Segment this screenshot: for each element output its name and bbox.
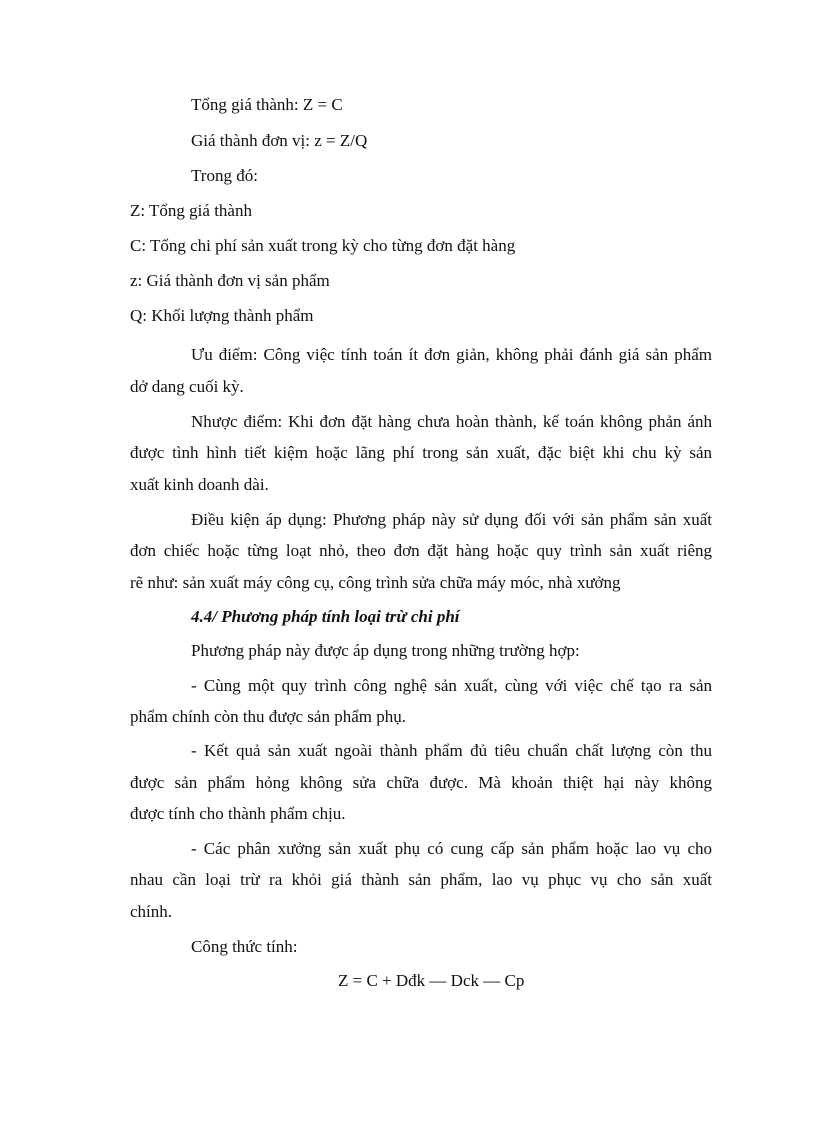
section-heading: 4.4/ Phương pháp tính loại trừ chi phí (191, 607, 460, 626)
advantage-line-1: Ưu điểm: Công việc tính toán ít đơn giản, không phải đánh giá sản phẩm (191, 345, 712, 364)
cost-formula: Z = C + Dđk — Dck — Cp (338, 971, 525, 990)
intro-line: Phương pháp này được áp dụng trong những trường hợp: (191, 641, 580, 660)
definition-z-unit: z: Giá thành đơn vị sản phẩm (130, 271, 330, 290)
condition-line-2: đơn chiếc hoặc từng loạt nhỏ, theo đơn đặt hàng hoặc quy trình sản xuất riêng (130, 541, 712, 560)
case3-line-3: chính. (130, 902, 173, 921)
case2-line-2: được sản phẩm hỏng không sửa chữa được. Mà khoản thiệt hại này không (130, 773, 712, 792)
case3-line-2: nhau cần loại trừ ra khỏi giá thành sản phẩm, lao vụ phục vụ cho sản xuất (130, 870, 712, 889)
definition-z-total: Z: Tổng giá thành (130, 201, 252, 220)
definition-c: C: Tổng chi phí sản xuất trong kỳ cho từng đơn đặt hàng (130, 236, 516, 255)
definition-q: Q: Khối lượng thành phẩm (130, 306, 314, 325)
case1-line-2: phẩm chính còn thu được sản phẩm phụ. (130, 707, 406, 726)
unit-cost-line: Giá thành đơn vị: z = Z/Q (191, 131, 368, 150)
advantage-line-2: dở dang cuối kỳ. (130, 377, 244, 396)
case2-line-1: - Kết quả sản xuất ngoài thành phẩm đủ tiêu chuẩn chất lượng còn thu (191, 741, 712, 760)
case2-line-3: được tính cho thành phẩm chịu. (130, 804, 346, 823)
disadvantage-line-3: xuất kinh doanh dài. (130, 475, 269, 494)
formula-label: Công thức tính: (191, 937, 298, 956)
condition-line-1: Điều kiện áp dụng: Phương pháp này sử dụng đối với sản phẩm sản xuất (191, 510, 712, 529)
condition-line-3: rẽ như: sản xuất máy công cụ, công trình sửa chữa máy móc, nhà xưởng (130, 573, 621, 592)
disadvantage-line-2: được tình hình tiết kiệm hoặc lãng phí trong sản xuất, đặc biệt khi chu kỳ sản (130, 443, 712, 462)
case1-line-1: - Cùng một quy trình công nghệ sản xuất, cùng với việc chế tạo ra sản (191, 676, 712, 695)
disadvantage-line-1: Nhược điểm: Khi đơn đặt hàng chưa hoàn thành, kế toán không phản ánh (191, 412, 712, 431)
where-label: Trong đó: (191, 166, 258, 185)
total-cost-line: Tổng giá thành: Z = C (191, 95, 343, 114)
case3-line-1: - Các phân xưởng sản xuất phụ có cung cấp sản phẩm hoặc lao vụ cho (191, 839, 712, 858)
